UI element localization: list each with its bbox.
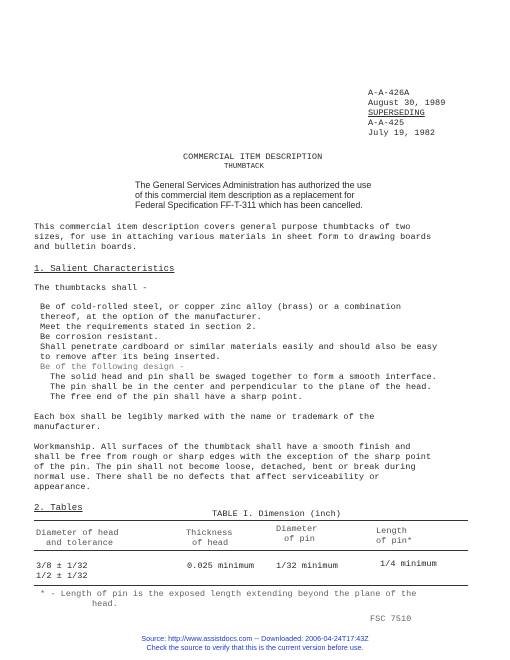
intro-line-2: sizes, for use in attaching various materials in sheet form to drawing boards <box>34 232 432 242</box>
table-top-rule <box>34 520 468 521</box>
design-item: The free end of the pin shall have a sharp point. <box>50 392 303 402</box>
design-item: The pin shall be in the center and perpendicular to the plane of the head. <box>50 382 432 392</box>
table-cell-diameter: 1/2 ± 1/32 <box>36 571 88 581</box>
intro-line-1: This commercial item description covers general purpose thumbtacks of two <box>34 222 411 232</box>
superseding-label: SUPERSEDING <box>368 108 425 118</box>
table-cell-pin-length: 1/4 minimum <box>380 559 437 569</box>
table-cell-diameter: 3/8 ± 1/32 <box>36 561 88 571</box>
characteristic-item: to remove after its being inserted. <box>40 352 221 362</box>
section-2-heading: 2. Tables <box>34 503 83 513</box>
table-header-rule <box>34 550 468 551</box>
characteristic-item: Shall penetrate cardboard or similar materials easily and should also be easy <box>40 342 438 352</box>
column-header-pin-diameter: Diameter <box>276 524 318 534</box>
workmanship-line-2: shall be free from rough or sharp edges with the exception of the sharp point <box>34 452 432 462</box>
column-header-thickness: Thickness <box>186 528 233 538</box>
authorization-line-1: The General Services Administration has authorized the use <box>135 180 372 190</box>
column-header-diameter-sub: and tolerance <box>46 538 114 548</box>
marking-line-1: Each box shall be legibly marked with the name or trademark of the <box>34 412 375 422</box>
characteristic-item: Be of cold-rolled steel, or copper zinc alloy (brass) or a combination <box>40 302 401 312</box>
table-bottom-rule <box>34 585 468 586</box>
characteristic-item: Be of the following design - <box>40 362 185 372</box>
document-subtitle: THUMBTACK <box>224 163 264 171</box>
column-header-diameter: Diameter of head <box>36 528 119 538</box>
column-header-pin-length-sub: of pin* <box>376 536 413 546</box>
design-item: The solid head and pin shall be swaged together to form a smooth interface. <box>50 372 437 382</box>
workmanship-line-4: normal use. There shall be no defects that affect serviceability or <box>34 472 380 482</box>
workmanship-line-1: Workmanship. All surfaces of the thumbtack shall have a smooth finish and <box>34 442 411 452</box>
document-date: August 30, 1989 <box>368 98 446 108</box>
column-header-pin-length: Length <box>376 526 407 536</box>
workmanship-line-5: appearance. <box>34 482 91 492</box>
characteristic-item: Be corrosion resistant. <box>40 332 159 342</box>
column-header-pin-diameter-sub: of pin <box>284 534 315 544</box>
marking-line-2: manufacturer. <box>34 422 102 432</box>
table-cell-pin-diameter: 1/32 minimum <box>276 561 338 571</box>
column-header-thickness-sub: of head <box>192 538 229 548</box>
source-footer-line-1: Source: http://www.assistdocs.com -- Downloaded: 2006-04-24T17:43Z <box>141 634 369 643</box>
authorization-line-2: of this commercial item description as a replacement for <box>135 190 355 200</box>
superseded-date: July 19, 1982 <box>368 128 436 138</box>
source-footer-line-2: Check the source to verify that this is the current version before use. <box>146 643 364 652</box>
fsc-code: FSC 7510 <box>370 614 412 624</box>
characteristic-item: Meet the requirements stated in section 2. <box>40 322 257 332</box>
table-footnote-line-2: head. <box>92 599 118 609</box>
section-1-heading: 1. Salient Characteristics <box>34 264 175 274</box>
document-id: A-A-426A <box>368 88 410 98</box>
table-title: TABLE I. Dimension (inch) <box>212 509 341 519</box>
table-cell-thickness: 0.025 minimum <box>187 561 255 571</box>
authorization-line-3: Federal Specification FF-T-311 which has been cancelled. <box>135 200 363 210</box>
characteristic-item: thereof, at the option of the manufacturer. <box>40 312 262 322</box>
intro-line-3: and bulletin boards. <box>34 242 138 252</box>
table-footnote-line-1: * - Length of pin is the exposed length extending beyond the plane of the <box>40 589 417 599</box>
workmanship-line-3: of the pin. The pin shall not become loose, detached, bent or break during <box>34 462 416 472</box>
superseded-id: A-A-425 <box>368 118 405 128</box>
document-title: COMMERCIAL ITEM DESCRIPTION <box>183 152 323 162</box>
section-1-lead: The thumbtacks shall - <box>34 283 148 293</box>
